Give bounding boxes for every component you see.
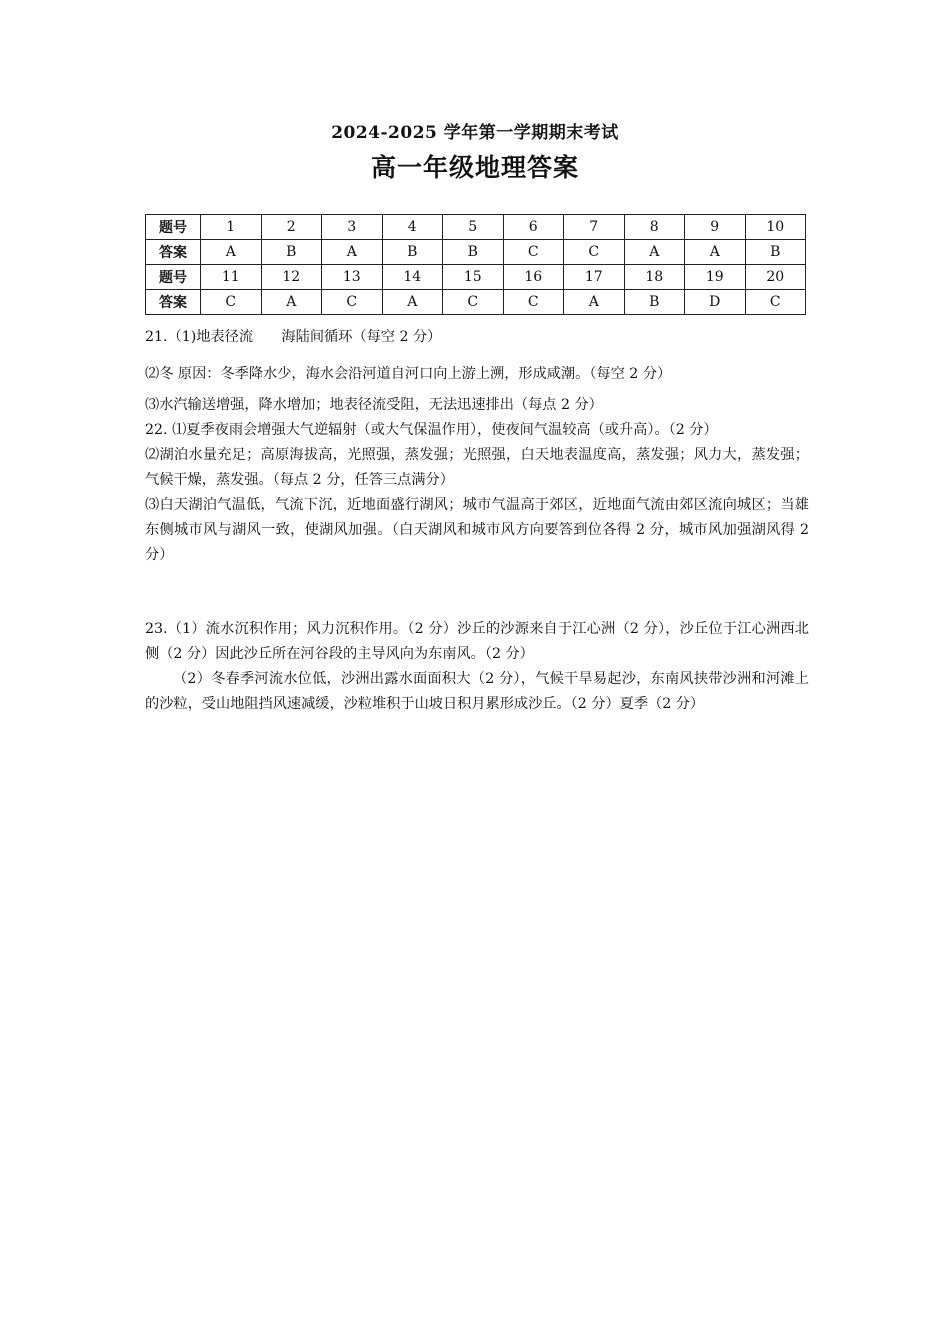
table-cell: B (382, 240, 443, 265)
table-cell: C (503, 240, 564, 265)
table-cell: 17 (564, 265, 625, 290)
table-cell: 11 (201, 265, 262, 290)
table-cell: 19 (685, 265, 746, 290)
table-cell: A (201, 240, 262, 265)
table-cell: 6 (503, 215, 564, 240)
table-cell: C (443, 290, 504, 315)
row-header: 题号 (146, 265, 201, 290)
table-cell: 1 (201, 215, 262, 240)
answer-table (145, 214, 806, 315)
table-cell: 8 (624, 215, 685, 240)
table-cell: 13 (322, 265, 383, 290)
table-cell: 16 (503, 265, 564, 290)
table-cell: 5 (443, 215, 504, 240)
table-cell: C (322, 290, 383, 315)
table-cell: 18 (624, 265, 685, 290)
q21-part3: ⑶水汽输送增强，降水增加；地表径流受阻，无法迅速排出（每点 2 分） (145, 397, 603, 413)
table-cell: 2 (261, 215, 322, 240)
table-cell: 3 (322, 215, 383, 240)
table-cell: 7 (564, 215, 625, 240)
table-cell: A (624, 240, 685, 265)
q21-block-3 (145, 393, 809, 418)
row-header: 答案 (146, 240, 201, 265)
table-cell: 15 (443, 265, 504, 290)
row-header: 答案 (146, 290, 201, 315)
q21-block (145, 325, 809, 350)
table-cell: B (745, 240, 806, 265)
exam-title: 2024-2025 学年第一学期期末考试 (331, 123, 619, 143)
q21-part1: 21.（1)地表径流 海陆间循环（每空 2 分） (145, 329, 442, 345)
q23-block (145, 617, 809, 717)
q21-block-2 (145, 362, 809, 387)
table-cell: 9 (685, 215, 746, 240)
table-cell: A (261, 290, 322, 315)
table-cell: 4 (382, 215, 443, 240)
table-cell: 12 (261, 265, 322, 290)
table-cell: C (503, 290, 564, 315)
table-cell: A (322, 240, 383, 265)
table-cell: B (624, 290, 685, 315)
q23-part1: 23.（1）流水沉积作用；风力沉积作用。（2 分）沙丘的沙源来自于江心洲（2 分），沙丘位于江心洲西北侧（2 分）因此沙丘所在河谷段的主导风向为东南风。（2 分） (145, 621, 809, 662)
q23-part2: （2）冬春季河流水位低，沙洲出露水面面积大（2 分），气候干旱易起沙，东南风挟带沙洲和河滩上的沙粒，受山地阻挡风速减缓，沙粒堆积于山坡日积月累形成沙丘。（2 分）夏季（2 分） (145, 671, 809, 712)
table-cell: C (745, 290, 806, 315)
table-cell: 20 (745, 265, 806, 290)
q22-part1: 22. ⑴夏季夜雨会增强大气逆辐射（或大气保温作用），使夜间气温较高（或升高）。（2 分） (145, 422, 718, 438)
table-row (146, 265, 806, 290)
table-cell: 14 (382, 265, 443, 290)
table-cell: C (564, 240, 625, 265)
table-cell: A (685, 240, 746, 265)
q22-block (145, 418, 809, 568)
row-header: 题号 (146, 215, 201, 240)
table-cell: D (685, 290, 746, 315)
table-row (146, 240, 806, 265)
table-row (146, 215, 806, 240)
table-cell: A (382, 290, 443, 315)
q21-part2: ⑵冬 原因：冬季降水少，海水会沿河道自河口向上游上溯，形成咸潮。（每空 2 分） (145, 366, 672, 382)
answer-sheet-title: 高一年级地理答案 (370, 153, 579, 182)
table-cell: 10 (745, 215, 806, 240)
q22-part3: ⑶白天湖泊气温低，气流下沉，近地面盛行湖风；城市气温高于郊区，近地面气流由郊区流向城区；当雄东侧城市风与湖风一致，使湖风加强。（白天湖风和城市风方向要答到位各得 2 分，城市风加强湖风得 2 分） (145, 497, 809, 563)
q22-part2: ⑵湖泊水量充足；高原海拔高，光照强，蒸发强；光照强，白天地表温度高，蒸发强；风力大，蒸发强；气候干燥，蒸发强。（每点 2 分，任答三点满分） (145, 447, 809, 488)
table-cell: A (564, 290, 625, 315)
table-cell: C (201, 290, 262, 315)
table-row (146, 290, 806, 315)
table-cell: B (443, 240, 504, 265)
table-cell: B (261, 240, 322, 265)
